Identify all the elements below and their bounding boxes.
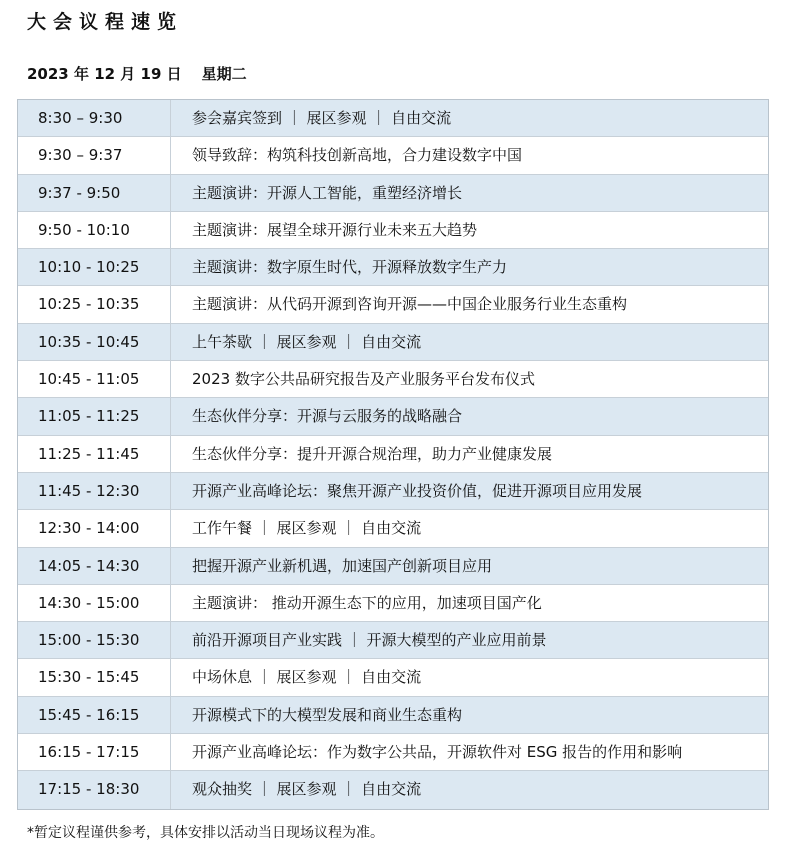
agenda-item-cell: 把握开源产业新机遇，加速国产创新项目应用 xyxy=(192,556,493,575)
table-row xyxy=(18,324,768,361)
table-row xyxy=(18,361,768,398)
agenda-item-cell: 领导致辞：构筑科技创新高地，合力建设数字中国 xyxy=(192,146,523,165)
agenda-table xyxy=(17,99,769,810)
agenda-item-cell: 2023 数字公共品研究报告及产业服务平台发布仪式 xyxy=(192,370,535,389)
table-row xyxy=(18,510,768,547)
agenda-item-cell: 生态伙伴分享：提升开源合规治理，助力产业健康发展 xyxy=(192,444,553,463)
time-cell: 12:30 - 14:00 xyxy=(18,510,171,546)
time-cell: 9:30 – 9:37 xyxy=(18,137,171,173)
agenda-item-cell: 开源产业高峰论坛：聚焦开源产业投资价值，促进开源项目应用发展 xyxy=(192,481,643,500)
time-cell: 8:30 – 9:30 xyxy=(18,100,171,136)
time-cell: 17:15 - 18:30 xyxy=(18,771,171,808)
table-row xyxy=(18,212,768,249)
page-title: 大会议程速览 xyxy=(27,11,184,33)
agenda-item-cell: 生态伙伴分享：开源与云服务的战略融合 xyxy=(192,407,463,426)
table-row xyxy=(18,100,768,137)
table-row xyxy=(18,771,768,808)
footnote: *暂定议程谨供参考，具体安排以活动当日现场议程为准。 xyxy=(27,825,384,841)
table-row xyxy=(18,249,768,286)
agenda-item-cell: 主题演讲：展望全球开源行业未来五大趋势 xyxy=(192,220,478,239)
time-cell: 9:50 - 10:10 xyxy=(18,212,171,248)
table-row xyxy=(18,659,768,696)
date-line xyxy=(27,63,247,85)
table-row xyxy=(18,734,768,771)
agenda-item-cell: 开源产业高峰论坛：作为数字公共品，开源软件对 ESG 报告的作用和影响 xyxy=(192,743,683,762)
time-cell: 11:05 - 11:25 xyxy=(18,398,171,434)
agenda-item-cell: 上午茶歇 ｜ 展区参观 ｜ 自由交流 xyxy=(192,332,422,351)
table-row xyxy=(18,398,768,435)
agenda-item-cell: 主题演讲：开源人工智能，重塑经济增长 xyxy=(192,183,463,202)
agenda-item-cell: 开源模式下的大模型发展和商业生态重构 xyxy=(192,705,463,724)
agenda-item-cell: 主题演讲：从代码开源到咨询开源——中国企业服务行业生态重构 xyxy=(192,295,628,314)
table-row xyxy=(18,436,768,473)
date-text: 2023 年 12 月 19 日 xyxy=(27,65,182,83)
agenda-item-cell: 观众抽奖 ｜ 展区参观 ｜ 自由交流 xyxy=(192,780,422,799)
time-cell: 14:05 - 14:30 xyxy=(18,548,171,584)
time-cell: 15:30 - 15:45 xyxy=(18,659,171,695)
agenda-item-cell: 参会嘉宾签到 ｜ 展区参观 ｜ 自由交流 xyxy=(192,109,452,127)
weekday-text: 星期二 xyxy=(201,65,247,83)
agenda-item-cell: 工作午餐 ｜ 展区参观 ｜ 自由交流 xyxy=(192,519,422,538)
agenda-item-cell: 主题演讲： 推动开源生态下的应用，加速项目国产化 xyxy=(192,593,542,612)
table-row xyxy=(18,175,768,212)
table-row xyxy=(18,622,768,659)
agenda-item-cell: 中场休息 ｜ 展区参观 ｜ 自由交流 xyxy=(192,668,422,687)
time-cell: 15:45 - 16:15 xyxy=(18,697,171,733)
time-cell: 11:25 - 11:45 xyxy=(18,436,171,472)
table-row xyxy=(18,697,768,734)
time-cell: 15:00 - 15:30 xyxy=(18,622,171,658)
time-cell: 10:45 - 11:05 xyxy=(18,361,171,397)
table-row xyxy=(18,137,768,174)
time-cell: 10:10 - 10:25 xyxy=(18,249,171,285)
agenda-item-cell: 主题演讲：数字原生时代，开源释放数字生产力 xyxy=(192,258,508,277)
agenda-item-cell: 前沿开源项目产业实践 ｜ 开源大模型的产业应用前景 xyxy=(192,631,547,650)
table-row xyxy=(18,548,768,585)
time-cell: 14:30 - 15:00 xyxy=(18,585,171,621)
time-cell: 10:25 - 10:35 xyxy=(18,286,171,322)
table-row xyxy=(18,473,768,510)
time-cell: 11:45 - 12:30 xyxy=(18,473,171,509)
table-row xyxy=(18,585,768,622)
time-cell: 9:37 - 9:50 xyxy=(18,175,171,211)
table-row xyxy=(18,286,768,323)
time-cell: 10:35 - 10:45 xyxy=(18,324,171,360)
time-cell: 16:15 - 17:15 xyxy=(18,734,171,770)
